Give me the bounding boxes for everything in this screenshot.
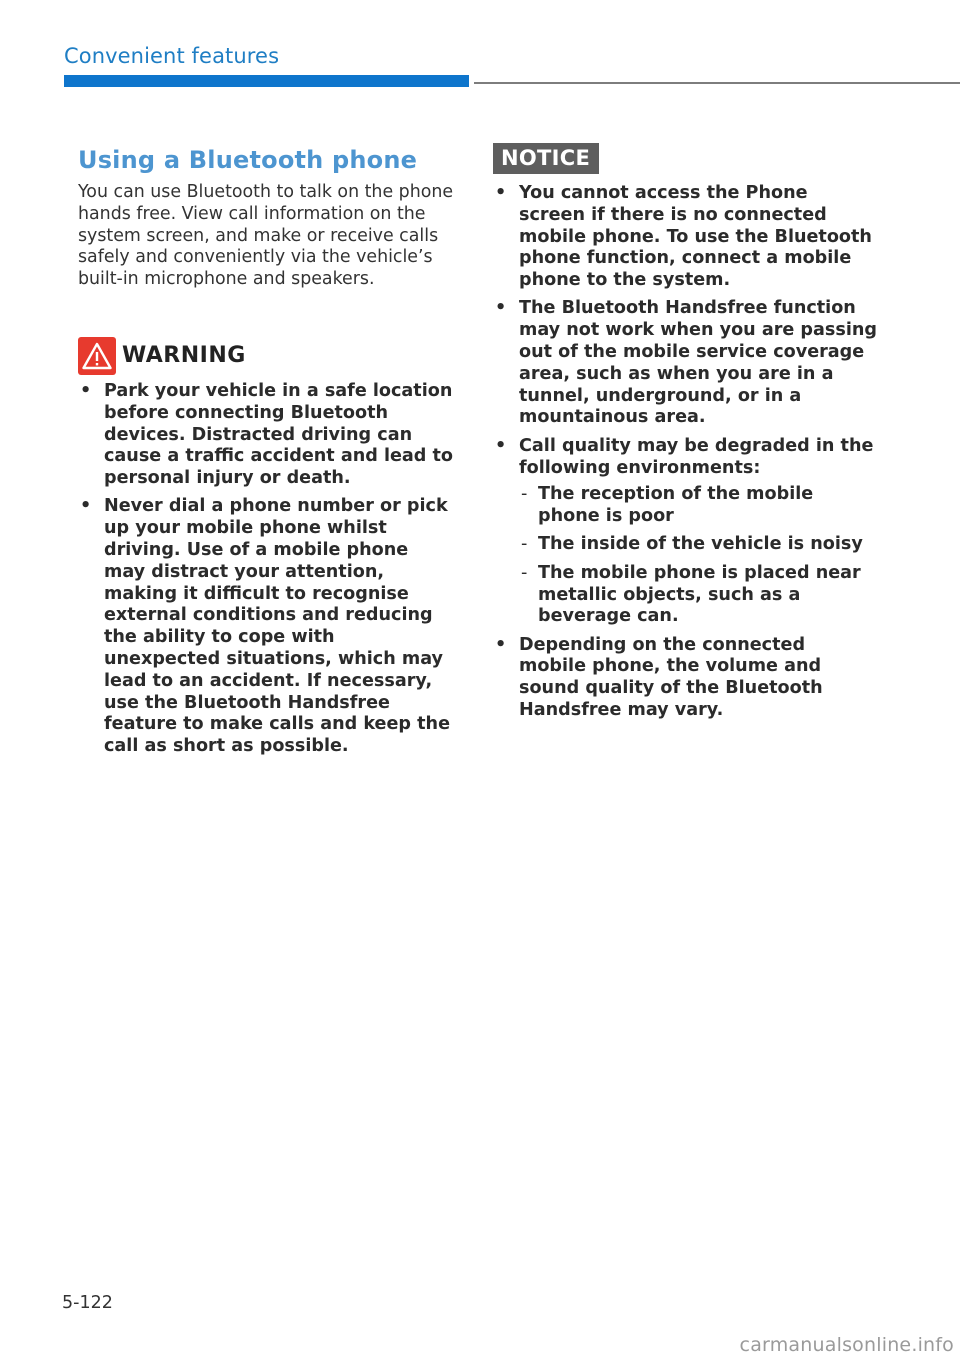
warning-list bbox=[78, 381, 454, 758]
notice-item: • The Bluetooth Handsfree function may not work when you are passing out of the mobile service coverage area, such as when you are in a tunnel, underground, or in a mountainous area. bbox=[493, 298, 877, 429]
header-rule bbox=[474, 82, 960, 84]
warning-header bbox=[78, 337, 454, 375]
warning-item: • Never dial a phone number or pick up your mobile phone whilst driving. Use of a mobile phone may distract your attention, making it difficult to recognise external conditions and reducing the ability to cope with unexpected situations, which may lead to an accident. If necessary, use the Bluetooth Handsfree feature to make calls and keep the call as short as possible. bbox=[78, 496, 454, 758]
watermark: carmanualsonline.info bbox=[739, 1334, 954, 1356]
section-title: Convenient features bbox=[64, 44, 280, 68]
notice-subitem: - The reception of the mobile phone is poor bbox=[519, 484, 877, 528]
warning-triangle-icon bbox=[78, 337, 116, 375]
notice-subitem: - The inside of the vehicle is noisy bbox=[519, 534, 877, 556]
left-column bbox=[78, 146, 454, 765]
notice-subitem: - The mobile phone is placed near metallic objects, such as a beverage can. bbox=[519, 563, 877, 628]
warning-item: • Park your vehicle in a safe location before connecting Bluetooth devices. Distracted driving can cause a traffic accident and lead to personal injury or death. bbox=[78, 381, 454, 490]
notice-item-text: Call quality may be degraded in the following environments: bbox=[519, 435, 874, 478]
notice-item: • You cannot access the Phone screen if there is no connected mobile phone. To use the Bluetooth phone function, connect a mobile phone to the system. bbox=[493, 183, 877, 292]
page-number: 5-122 bbox=[62, 1293, 113, 1313]
warning-label: WARNING bbox=[122, 343, 246, 369]
notice-item: • Depending on the connected mobile phone, the volume and sound quality of the Bluetooth Handsfree may vary. bbox=[493, 635, 877, 722]
notice-sublist bbox=[519, 484, 877, 628]
notice-badge: NOTICE bbox=[493, 143, 599, 174]
header-accent-bar bbox=[64, 75, 469, 87]
notice-list bbox=[493, 183, 877, 722]
intro-paragraph: You can use Bluetooth to talk on the phone hands free. View call information on the system screen, and make or receive calls safely and conveniently via the vehicle’s built-in microphone and speakers. bbox=[78, 182, 454, 290]
notice-item-with-subitems bbox=[493, 436, 877, 628]
right-column bbox=[493, 143, 877, 728]
section-heading: Using a Bluetooth phone bbox=[78, 146, 418, 174]
